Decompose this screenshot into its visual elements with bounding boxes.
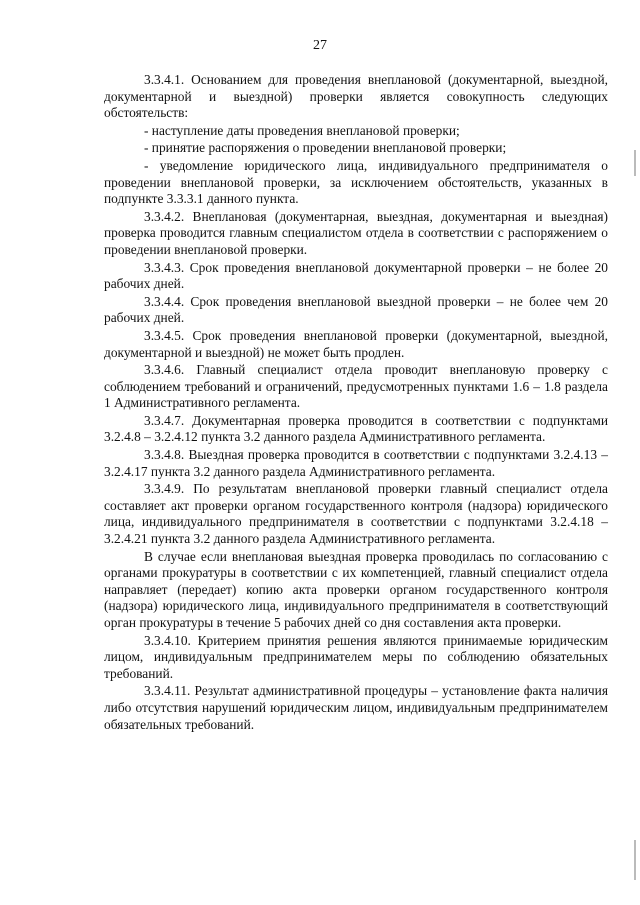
- paragraph-prosecutor: В случае если внеплановая выездная проверка проводилась по согласованию с органами прокуратуры в соответствии с их компетенцией, главный специалист отдела направляет (передает) копию акта проверки органом государственного контроля (надзора) юридического лица, индивидуального предпринимателя в соответствующий орган прокуратуры в течение 5 рабочих дней со дня составления акта проверки.: [104, 548, 608, 630]
- paragraph-3-3-4-5: 3.3.4.5. Срок проведения внеплановой проверки (документарной, выездной, документарной и выездной) не может быть продлен.: [104, 327, 608, 360]
- scan-margin-mark: [634, 150, 636, 176]
- paragraph-3-3-4-4: 3.3.4.4. Срок проведения внеплановой выездной проверки – не более чем 20 рабочих дней.: [104, 293, 608, 326]
- paragraph-3-3-4-11: 3.3.4.11. Результат административной процедуры – установление факта наличия либо отсутствия нарушений юридическим лицом, индивидуальным предпринимателем обязательных требований.: [104, 683, 608, 732]
- paragraph-3-3-4-10: 3.3.4.10. Критерием принятия решения являются принимаемые юридическим лицом, индивидуальным предпринимателем меры по соблюдению обязательных требований.: [104, 632, 608, 681]
- list-item-notification: - уведомление юридического лица, индивидуального предпринимателя о проведении внеплановой проверки, за исключением обстоятельств, указанных в подпункте 3.3.3.1 данного пункта.: [104, 157, 608, 207]
- paragraph-3-3-4-6: 3.3.4.6. Главный специалист отдела проводит внеплановую проверку с соблюдением требований и ограничений, предусмотренных пунктами 1.6 – 1.8 раздела 1 Административного регламента.: [104, 362, 608, 411]
- paragraph-3-3-4-3: 3.3.4.3. Срок проведения внеплановой документарной проверки – не более 20 рабочих дней.: [104, 259, 608, 292]
- document-body: [104, 72, 608, 734]
- paragraph-3-3-4-8: 3.3.4.8. Выездная проверка проводится в соответствии с подпунктами 3.2.4.13 – 3.2.4.17 пункта 3.2 данного раздела Административного регламента.: [104, 447, 608, 479]
- paragraph-3-3-4-1: 3.3.4.1. Основанием для проведения внеплановой (документарной, выездной, документарной и выездной) проверки является совокупность следующих обстоятельств:: [104, 72, 608, 121]
- list-item-order: - принятие распоряжения о проведении внеплановой проверки;: [144, 140, 507, 156]
- list-item-date: - наступление даты проведения внеплановой проверки;: [144, 122, 460, 138]
- paragraph-3-3-4-2: 3.3.4.2. Внеплановая (документарная, выездная, документарная и выездная) проверка проводится главным специалистом отдела в соответствии с распоряжением о проведении внеплановой проверки.: [104, 208, 608, 257]
- scan-margin-mark: [634, 840, 636, 880]
- paragraph-3-3-4-7: 3.3.4.7. Документарная проверка проводится в соответствии с подпунктами 3.2.4.8 – 3.2.4.12 пункта 3.2 данного раздела Административного регламента.: [104, 412, 608, 445]
- paragraph-3-3-4-9: 3.3.4.9. По результатам внеплановой проверки главный специалист отдела составляет акт проверки органом государственного контроля (надзора) юридического лица, индивидуального предпринимателя в соответствии с подпунктами 3.2.4.18 – 3.2.4.21 пункта 3.2 данного раздела Административного регламента.: [104, 481, 608, 547]
- page-number: 27: [313, 38, 327, 53]
